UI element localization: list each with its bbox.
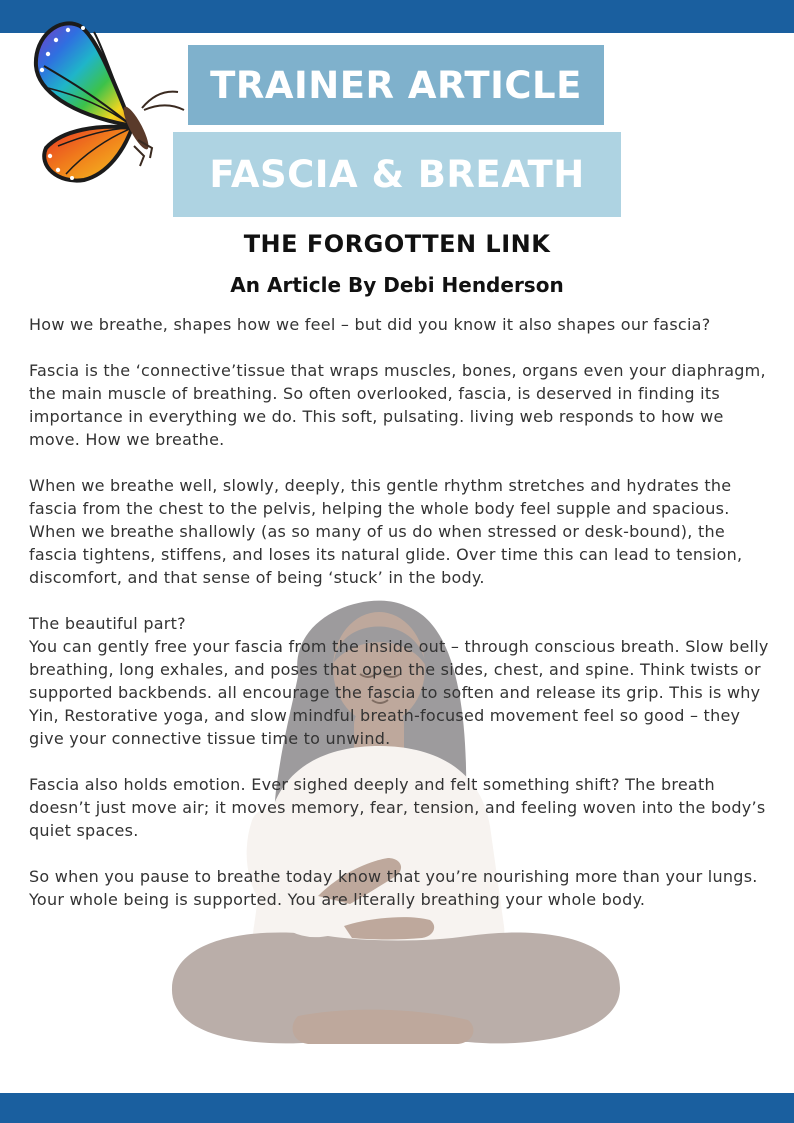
paragraph: Fascia also holds emotion. Ever sighed deeply and felt something shift? The breath doesn’t just move air; it moves memory, fear, tension, and feeling woven into the body’s quiet spaces.	[29, 775, 766, 840]
butterfly-icon	[28, 18, 190, 188]
paragraph: You can gently free your fascia from the inside out – through conscious breath. Slow belly breathing, long exhales, and poses that open the sides, chest, and spine. Think twists or supported backbends. all encourage the fascia to soften and release its grip. This is why Yin, Restorative yoga, and slow mindful breath-focused movement feel so good – they give your connective tissue time to unwind.	[29, 637, 769, 748]
paragraph: How we breathe, shapes how we feel – but did you know it also shapes our fascia?	[29, 315, 711, 334]
paragraph: Fascia is the ‘connective’tissue that wraps muscles, bones, organs even your diaphragm, the main muscle of breathing. So often overlooked, fascia, is deserved in finding its importance in everything we do. This soft, pulsating. living web responds to how we move. How we breathe.	[29, 361, 766, 449]
banner-trainer-article: TRAINER ARTICLE	[188, 45, 604, 125]
article-title: THE FORGOTTEN LINK	[243, 230, 551, 258]
paragraph: When we breathe well, slowly, deeply, this gentle rhythm stretches and hydrates the fascia from the chest to the pelvis, helping the whole body feel supple and spacious. When we breathe shallowly (as so many of us do when stressed or desk-bound), the fascia tightens, stiffens, and loses its natural glide. Over time this can lead to tension, discomfort, and that sense of being ‘stuck’ in the body.	[29, 476, 743, 587]
paragraph: So when you pause to breathe today know that you’re nourishing more than your lungs. Your whole being is supported. You are literally breathing your whole body.	[29, 867, 758, 909]
banner-topic: FASCIA & BREATH	[173, 132, 621, 217]
paragraph: The beautiful part?	[29, 614, 186, 633]
article-body	[29, 313, 774, 934]
article-byline: An Article By Debi Henderson	[230, 273, 564, 297]
bottom-brand-bar	[0, 1093, 794, 1123]
